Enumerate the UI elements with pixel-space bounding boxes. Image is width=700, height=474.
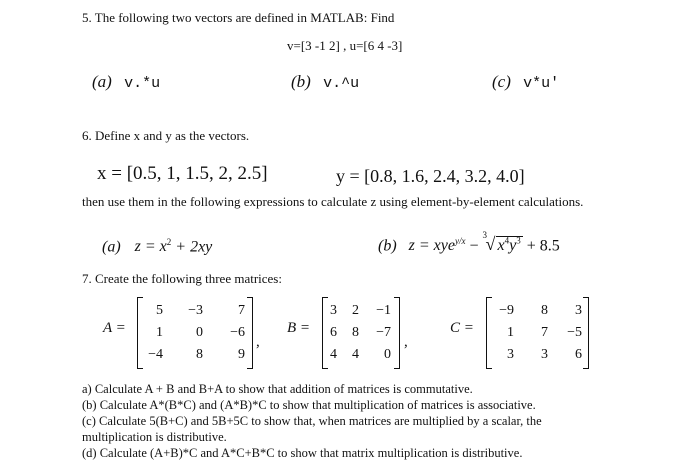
q6-part-a-exp: 2 bbox=[166, 237, 172, 247]
matrix-b-cell: 4 bbox=[352, 347, 359, 362]
matrix-b-cell: 3 bbox=[330, 303, 337, 318]
matrix-a-cell: 1 bbox=[156, 325, 163, 340]
matrix-a bbox=[141, 300, 245, 366]
q7-part-c-continued: multiplication is distributive. bbox=[82, 430, 227, 444]
q6-instruction: then use them in the following expressions to calculate z using element-by-element calculations. bbox=[82, 194, 584, 209]
q5-part-a-label: (a) bbox=[92, 72, 112, 91]
matrix-b-cell: 8 bbox=[352, 325, 359, 340]
matrix-c bbox=[490, 300, 582, 366]
q6-x-vector: x = [0.5, 1, 1.5, 2, 2.5] bbox=[97, 163, 268, 184]
q5-part-c-expr: v*u′ bbox=[523, 75, 560, 92]
q7-part-d: (d) Calculate (A+B)*C and A*C+B*C to show that matrix multiplication is distributive. bbox=[82, 446, 523, 460]
matrix-b-cell: 4 bbox=[330, 347, 337, 362]
q6-part-a bbox=[102, 237, 212, 256]
matrix-a-cell: 0 bbox=[196, 325, 203, 340]
matrix-c-cell: 3 bbox=[575, 303, 582, 318]
q6-part-b-minus: − bbox=[465, 237, 483, 255]
matrix-c-right-bracket bbox=[583, 297, 589, 369]
matrix-a-cell: −4 bbox=[148, 347, 163, 362]
matrix-c-cell: −9 bbox=[499, 303, 514, 318]
matrix-b-label: B = bbox=[287, 320, 311, 336]
q6-part-b-exp: y/x bbox=[454, 236, 466, 246]
q5-part-b-expr: v.^u bbox=[323, 75, 360, 92]
q7-part-c: (c) Calculate 5(B+C) and 5B+5C to show that, when matrices are multiplied by a scalar, the bbox=[82, 414, 542, 428]
matrix-c-cell: 3 bbox=[507, 347, 514, 362]
matrix-b-cell: −7 bbox=[376, 325, 391, 340]
q5-definition: v=[3 -1 2] , u=[6 4 -3] bbox=[287, 38, 403, 53]
q5-part-c-label: (c) bbox=[492, 72, 511, 91]
q6-part-b-radicand-y: y bbox=[509, 237, 517, 255]
matrix-b-right-bracket bbox=[394, 297, 400, 369]
matrix-c-label: C = bbox=[450, 320, 474, 336]
q6-part-b-label: (b) bbox=[378, 237, 397, 255]
q7-part-b: (b) Calculate A*(B*C) and (A*B)*C to show that multiplication of matrices is associative. bbox=[82, 398, 536, 412]
q6-part-a-rhs: + 2xy bbox=[171, 238, 213, 256]
matrix-b-cell: 6 bbox=[330, 325, 337, 340]
q5-part-b bbox=[291, 72, 359, 92]
q5-part-a-expr: v.*u bbox=[124, 75, 161, 92]
matrix-b bbox=[325, 300, 391, 366]
radical-sign-icon: √ bbox=[485, 234, 496, 254]
matrix-a-right-bracket bbox=[247, 297, 253, 369]
matrix-a-cell: 9 bbox=[238, 347, 245, 362]
matrix-c-cell: −5 bbox=[567, 325, 582, 340]
matrix-a-label: A = bbox=[103, 320, 126, 336]
q6-part-a-label: (a) bbox=[102, 238, 121, 256]
q6-part-b-radicand-yexp: 3 bbox=[516, 236, 521, 246]
q6-part-b-tail: + 8.5 bbox=[522, 237, 560, 255]
matrix-a-cell: 5 bbox=[156, 303, 163, 318]
matrix-b-cell: 2 bbox=[352, 303, 359, 318]
matrix-c-cell: 8 bbox=[541, 303, 548, 318]
q6-title: 6. Define x and y as the vectors. bbox=[82, 128, 250, 143]
q5-part-b-label: (b) bbox=[291, 72, 311, 91]
q6-part-b-root-index: 3 bbox=[482, 230, 488, 240]
matrix-c-cell: 1 bbox=[507, 325, 514, 340]
q7-part-a: a) Calculate A + B and B+A to show that addition of matrices is commutative. bbox=[82, 382, 473, 396]
matrix-c-cell: 3 bbox=[541, 347, 548, 362]
matrix-c-cell: 6 bbox=[575, 347, 582, 362]
q7-title: 7. Create the following three matrices: bbox=[82, 271, 282, 286]
matrix-b-separator: , bbox=[404, 334, 408, 350]
q6-part-a-lhs: z = x bbox=[134, 238, 167, 256]
q5-part-c bbox=[492, 72, 559, 92]
q6-part-b-radicand-xexp: 4 bbox=[504, 236, 510, 246]
matrix-b-cell: 0 bbox=[384, 347, 391, 362]
q5-title: 5. The following two vectors are defined in MATLAB: Find bbox=[82, 10, 395, 25]
matrix-c-cell: 7 bbox=[541, 325, 548, 340]
q6-part-b-radicand-x: x bbox=[497, 237, 505, 255]
matrix-b-cell: −1 bbox=[376, 303, 391, 318]
matrix-a-cell: 7 bbox=[238, 303, 245, 318]
matrix-a-cell: −3 bbox=[188, 303, 203, 318]
matrix-a-separator: , bbox=[256, 334, 260, 350]
q6-y-vector: y = [0.8, 1.6, 2.4, 3.2, 4.0] bbox=[336, 166, 525, 186]
q6-part-b-radical bbox=[482, 230, 523, 255]
q6-part-b-lhs: z = xye bbox=[408, 237, 455, 255]
matrix-a-cell: 8 bbox=[196, 347, 203, 362]
q5-part-a bbox=[92, 72, 160, 92]
q6-part-b bbox=[378, 230, 560, 255]
matrix-a-cell: −6 bbox=[230, 325, 245, 340]
